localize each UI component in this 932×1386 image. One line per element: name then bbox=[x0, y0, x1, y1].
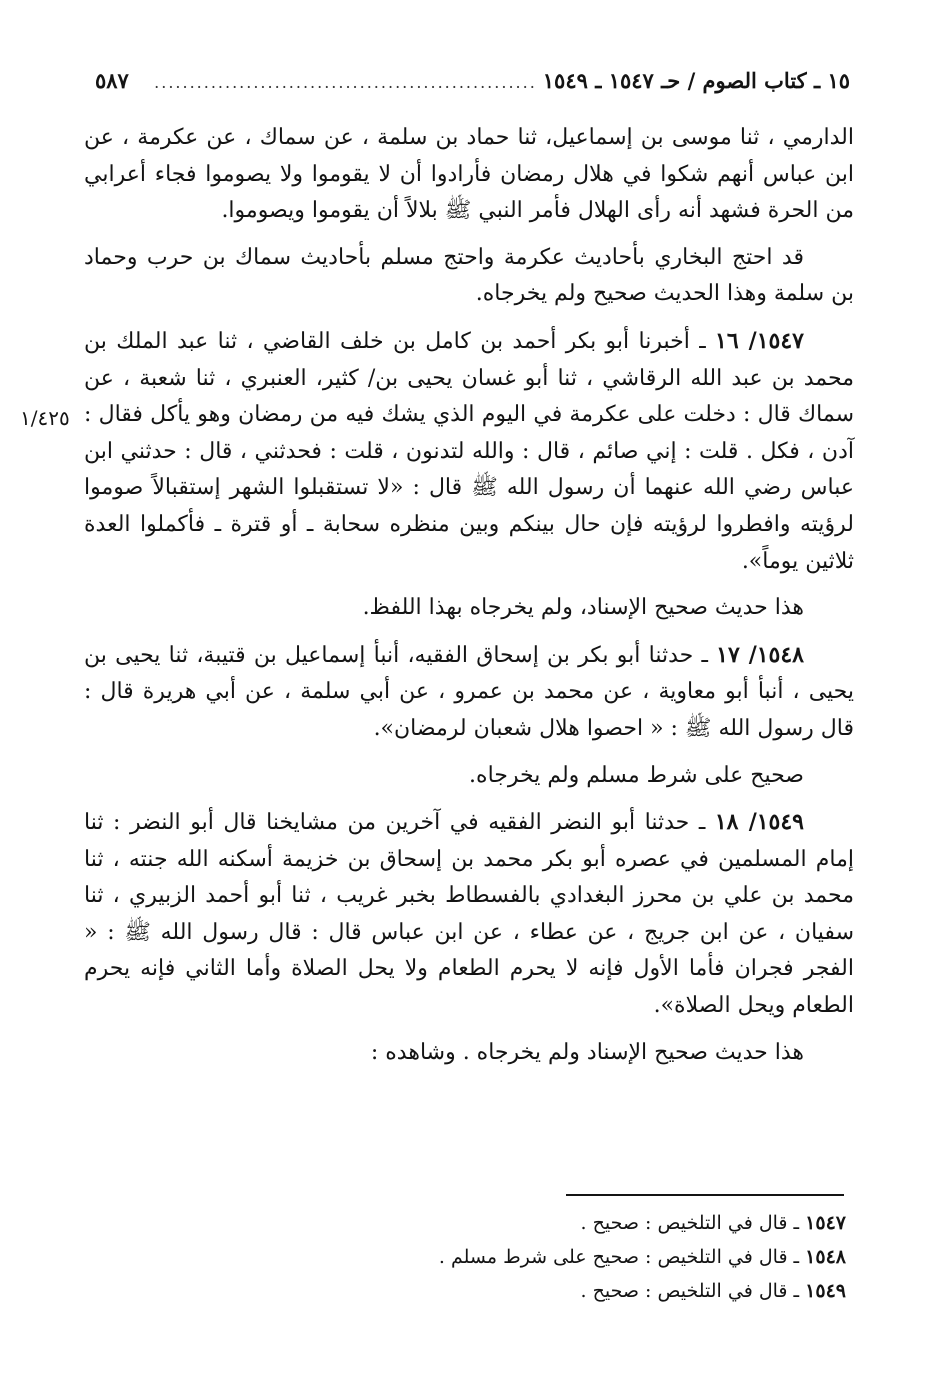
paragraph: هذا حديث صحيح الإسناد ولم يخرجاه . وشاهده : bbox=[370, 1039, 804, 1065]
running-title: ١٥ ـ كتاب الصوم / حـ ١٥٤٧ ـ ١٥٤٩ bbox=[542, 68, 850, 93]
margin-page-reference: ١/٤٢٥ bbox=[20, 406, 70, 430]
hadith-number: ١٥٤٩/ ١٨ bbox=[714, 809, 804, 836]
hadith-number: ١٥٤٧/ ١٦ bbox=[715, 327, 804, 354]
hadith-paragraph: ١٥٤٨/ ١٧ ـ حدثنا أبو بكر بن إسحاق الفقيه، أنبأ إسماعيل بن قتيبة، ثنا يحيى بن يحيى ، أنبأ أبو معاوية ، عن محمد بن عمرو ، عن أبي سلمة ، عن أبي هريرة قال : قال رسول الله ﷺ : « احصوا هلال شعبان لرمضان». bbox=[84, 641, 854, 741]
main-text bbox=[84, 120, 854, 1081]
page-number: ٥٨٧ bbox=[95, 68, 129, 93]
footnote-divider bbox=[566, 1194, 844, 1196]
footnotes bbox=[300, 1206, 846, 1308]
hadith-number: ١٥٤٨/ ١٧ bbox=[716, 641, 804, 668]
paragraph: الدارمي ، ثنا موسى بن إسماعيل، ثنا حماد بن سلمة ، عن سماك ، عن عكرمة ، عن ابن عباس أنهم شكوا في هلال رمضان فأرادوا أن لا يقوموا ولا يصوموا فجاء أعرابي من الحرة فشهد أنه رأى الهلال فأمر النبي ﷺ بلالاً أن يقوموا ويصوموا. bbox=[84, 125, 854, 224]
leader-dots: ...................................................... bbox=[154, 73, 537, 92]
footnote: ١٥٤٧ ـ قال في التلخيص : صحيح . bbox=[580, 1212, 846, 1234]
header-run bbox=[154, 68, 850, 93]
paragraph: صحيح على شرط مسلم ولم يخرجاه. bbox=[469, 762, 804, 788]
footnote: ١٥٤٨ ـ قال في التلخيص : صحيح على شرط مسلم . bbox=[438, 1246, 846, 1268]
hadith-paragraph: ١٥٤٩/ ١٨ ـ حدثنا أبو النضر الفقيه في آخرين من مشايخنا قال أبو النضر : ثنا إمام المسلمين في عصره أبو بكر محمد بن إسحاق بن خزيمة أسكنه الله جنته ، ثنا محمد بن علي بن محرز البغدادي بالفسطاط بخبر غريب ، ثنا أبو أحمد الزبيري ، ثنا سفيان ، عن ابن جريج ، عن عطاء ، عن ابن عباس قال : قال رسول الله ﷺ : « الفجر فجران فأما الأول فإنه لا يحرم الطعام ولا يحل الصلاة وأما الثاني فإنه يحرم الطعام ويحل الصلاة». bbox=[84, 809, 854, 1019]
paragraph: هذا حديث صحيح الإسناد، ولم يخرجاه بهذا اللفظ. bbox=[362, 595, 804, 621]
paragraph: قد احتج البخاري بأحاديث عكرمة واحتج مسلم بأحاديث سماك بن حرب وحماد بن سلمة وهذا الحديث صحيح ولم يخرجاه. bbox=[84, 244, 854, 307]
page-header bbox=[95, 68, 850, 104]
hadith-paragraph: ١٥٤٧/ ١٦ ـ أخبرنا أبو بكر أحمد بن كامل بن خلف القاضي ، ثنا عبد الملك بن محمد بن عبد الله الرقاشي ، ثنا أبو غسان يحيى بن/ كثير، العنبري ، ثنا شعبة ، عن سماك قال : دخلت على عكرمة في اليوم الذي يشك فيه من رمضان وهو يأكل فقال : آدن ، فكل . قلت : إني صائم ، قال : والله لتدنون ، قلت : فحدثني ، قال : حدثني ابن عباس رضي الله عنهما أن رسول الله ﷺ قال : «لا تستقبلوا الشهر إستقبالاً صوموا لرؤيته وافطروا لرؤيته فإن حال بينكم وبين منظره سحابة ـ أو قترة ـ فأكملوا العدة ثلاثين يوماً». bbox=[84, 327, 854, 574]
footnote: ١٥٤٩ ـ قال في التلخيص : صحيح . bbox=[580, 1280, 846, 1302]
